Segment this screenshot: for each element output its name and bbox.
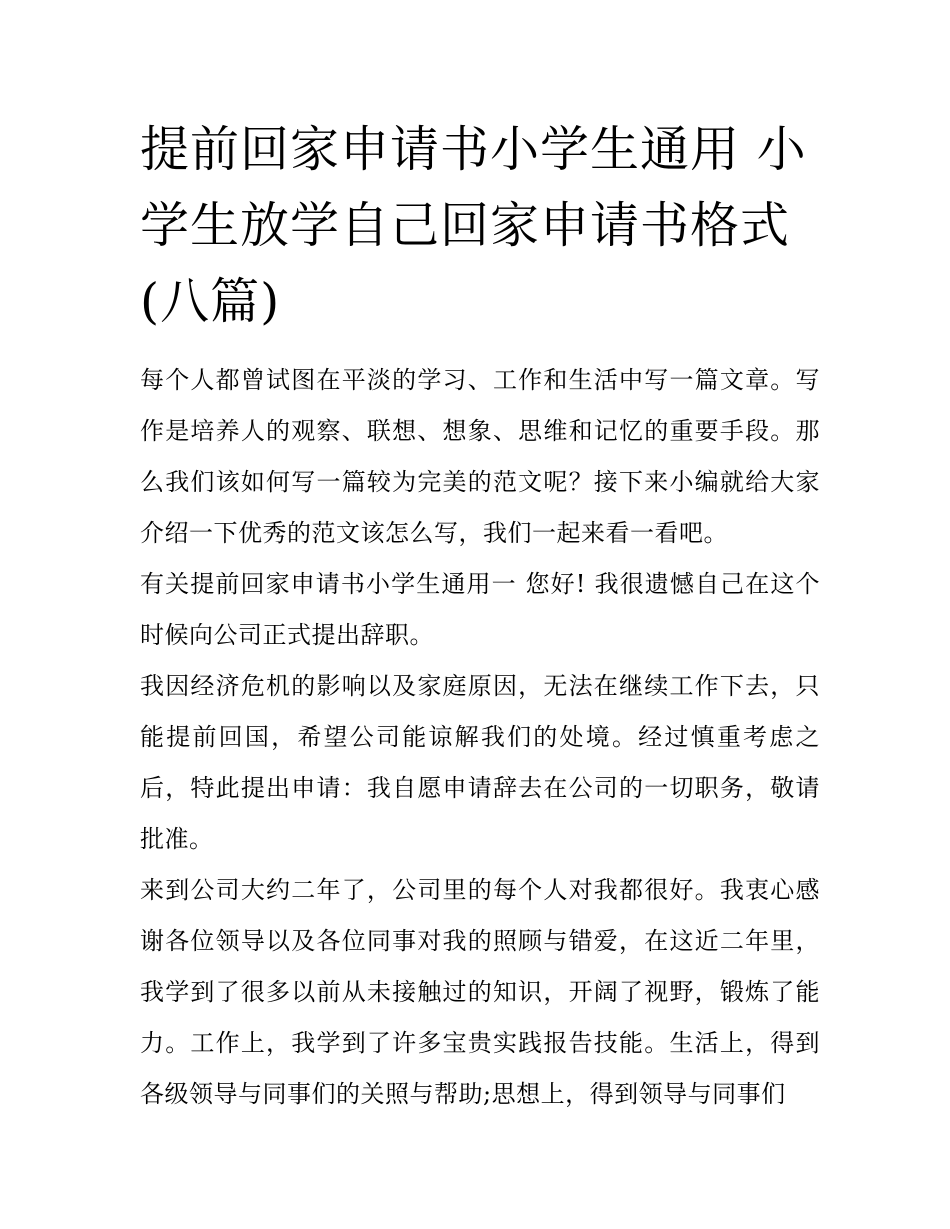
paragraph-reason: 我因经济危机的影响以及家庭原因，无法在继续工作下去，只能提前回国，希望公司能谅解我们的处境。经过慎重考虑之后，特此提出申请：我自愿申请辞去在公司的一切职务，敬请批准。 (140, 672, 820, 853)
document-title: 提前回家申请书小学生通用 小学生放学自己回家申请书格式(八篇) (140, 121, 807, 330)
paragraph-intro: 每个人都曾试图在平淡的学习、工作和生活中写一篇文章。写作是培养人的观察、联想、想象、思维和记忆的重要手段。那么我们该如何写一篇较为完美的范文呢？接下来小编就给大家介绍一下优秀的范文该怎么写，我们一起来看一看吧。 (140, 366, 820, 547)
paragraph-greeting: 有关提前回家申请书小学生通用一 您好! 我很遗憾自己在这个时候向公司正式提出辞职。 (140, 570, 820, 649)
document-body (140, 355, 820, 1120)
paragraph-gratitude: 来到公司大约二年了，公司里的每个人对我都很好。我衷心感谢各位领导以及各位同事对我的照顾与错爱，在这近二年里，我学到了很多以前从未接触过的知识，开阔了视野，锻炼了能力。工作上，我学到了许多宝贵实践报告技能。生活上，得到各级领导与同事们的关照与帮助;思想上，得到领导与同事们 (140, 876, 820, 1108)
